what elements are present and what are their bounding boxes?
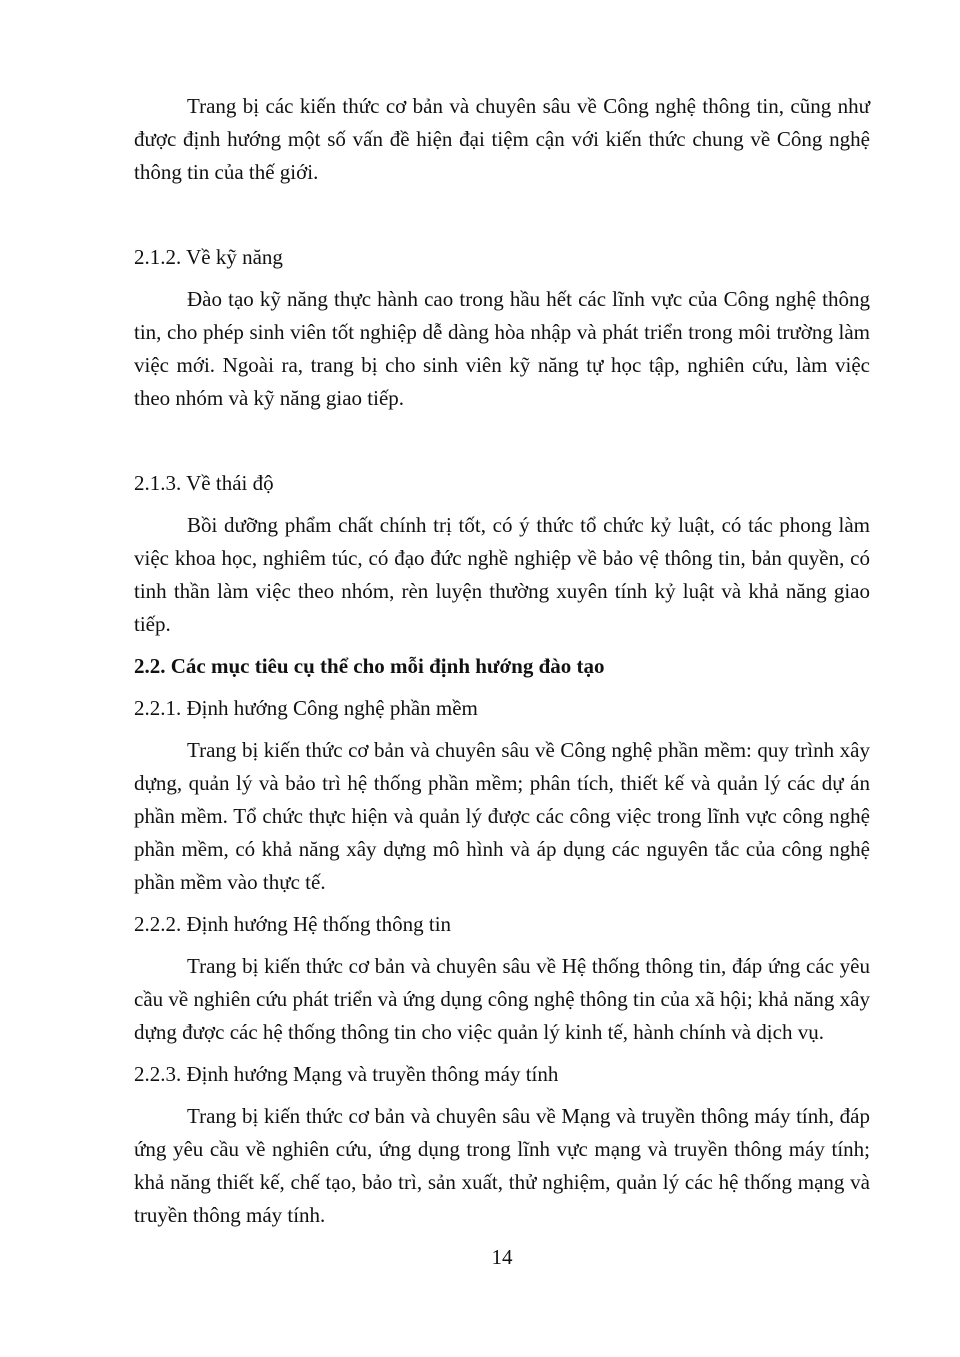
page-number: 14: [491, 1245, 513, 1269]
paragraph-networks-communications: Trang bị kiến thức cơ bản và chuyên sâu về Mạng và truyền thông máy tính, đáp ứng yêu cầu về nghiên cứu, ứng dụng trong lĩnh vực mạng và truyền thông máy tính; khả năng thiết kế, chế tạo, bảo trì, sản xuất, thử nghiệm, quản lý các hệ thống mạng và truyền thông máy tính.: [134, 1104, 870, 1227]
intro-paragraph: Trang bị các kiến thức cơ bản và chuyên sâu về Công nghệ thông tin, cũng như được định hướng một số vấn đề hiện đại tiệm cận với kiến thức chung về Công nghệ thông tin của thế giới.: [134, 94, 870, 184]
section-heading-2-2-2: 2.2.2. Định hướng Hệ thống thông tin: [134, 912, 452, 936]
paragraph-skills: Đào tạo kỹ năng thực hành cao trong hầu hết các lĩnh vực của Công nghệ thông tin, cho phép sinh viên tốt nghiệp dễ dàng hòa nhập và phát triển trong môi trường làm việc mới. Ngoài ra, trang bị cho sinh viên kỹ năng tự học tập, nghiên cứu, làm việc theo nhóm và kỹ năng giao tiếp.: [134, 287, 870, 410]
section-heading-2-1-2: 2.1.2. Về kỹ năng: [134, 245, 283, 269]
paragraph-information-systems: Trang bị kiến thức cơ bản và chuyên sâu về Hệ thống thông tin, đáp ứng các yêu cầu về nghiên cứu phát triển và ứng dụng công nghệ thông tin của xã hội; khả năng xây dựng được các hệ thống thông tin cho việc quản lý kinh tế, hành chính và dịch vụ.: [134, 954, 870, 1044]
paragraph-software-engineering: Trang bị kiến thức cơ bản và chuyên sâu về Công nghệ phần mềm: quy trình xây dựng, quản lý và bảo trì hệ thống phần mềm; phân tích, thiết kế và quản lý các dự án phần mềm. Tổ chức thực hiện và quản lý được các công việc trong lĩnh vực công nghệ phần mềm, có khả năng xây dựng mô hình và áp dụng các nguyên tắc của công nghệ phần mềm vào thực tế.: [134, 738, 870, 894]
section-heading-2-2-3: 2.2.3. Định hướng Mạng và truyền thông máy tính: [134, 1062, 559, 1086]
paragraph-attitude: Bồi dưỡng phẩm chất chính trị tốt, có ý thức tổ chức kỷ luật, có tác phong làm việc khoa học, nghiêm túc, có đạo đức nghề nghiệp về bảo vệ thông tin, bản quyền, có tinh thần làm việc theo nhóm, rèn luyện thường xuyên tính kỷ luật và khả năng giao tiếp.: [134, 513, 870, 636]
section-heading-2-2-1: 2.2.1. Định hướng Công nghệ phần mềm: [134, 696, 478, 720]
section-heading-2-1-3: 2.1.3. Về thái độ: [134, 471, 274, 495]
section-heading-2-2: 2.2. Các mục tiêu cụ thể cho mỗi định hướng đào tạo: [134, 654, 605, 678]
